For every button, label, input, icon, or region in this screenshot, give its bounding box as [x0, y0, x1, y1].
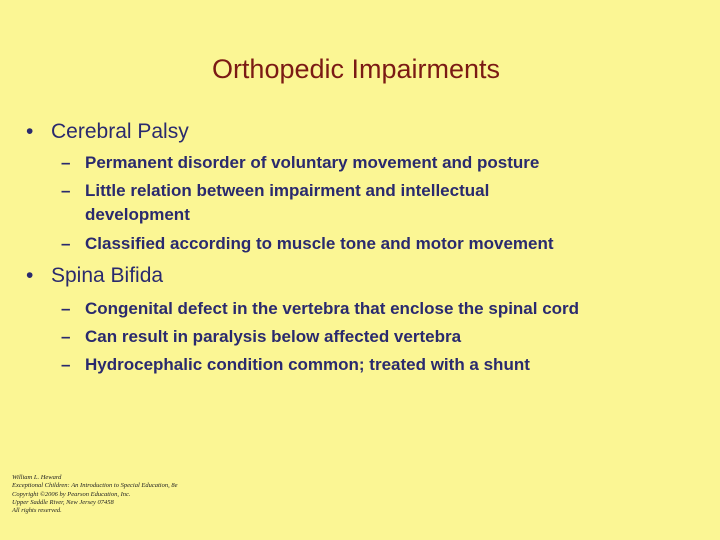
- dash-icon: –: [61, 299, 71, 318]
- dash-icon: –: [61, 153, 71, 172]
- bullet-spina-bifida: [26, 263, 163, 289]
- bullet-cerebral-palsy: [26, 119, 189, 145]
- dash-icon: –: [61, 181, 71, 200]
- bullet-heading: Spina Bifida: [51, 264, 164, 287]
- sub-bullet-text: Hydrocephalic condition common; treated with a shunt: [85, 355, 530, 374]
- slide-title: Orthopedic Impairments: [211, 54, 501, 84]
- sub-bullet: [61, 297, 685, 321]
- bullet-icon: •: [26, 120, 34, 143]
- sub-bullet-text: Little relation between impairment and intellectual development: [85, 181, 490, 224]
- sub-bullet-text: Permanent disorder of voluntary movement and posture: [85, 153, 540, 172]
- footer-line: William L. Heward: [12, 474, 62, 481]
- sub-bullet: [61, 232, 655, 256]
- bullet-icon: •: [26, 264, 34, 287]
- dash-icon: –: [61, 327, 71, 346]
- dash-icon: –: [61, 234, 71, 253]
- sub-bullet: [61, 179, 575, 227]
- dash-icon: –: [61, 355, 71, 374]
- sub-bullet-text: Congenital defect in the vertebra that enclose the spinal cord: [85, 299, 580, 318]
- sub-bullet-text: Can result in paralysis below affected vertebra: [85, 327, 462, 346]
- footer-line: Exceptional Children: An Introduction to Special Education, 8e: [12, 482, 178, 490]
- footer-line: All rights reserved.: [12, 507, 62, 515]
- footer-line: Upper Saddle River, New Jersey 07458: [12, 498, 114, 506]
- sub-bullet: [61, 353, 655, 377]
- sub-bullet: [61, 151, 655, 175]
- sub-bullet-text: Classified according to muscle tone and motor movement: [85, 234, 554, 253]
- sub-bullet: [61, 325, 655, 349]
- copyright-footer: [12, 474, 177, 515]
- bullet-heading: Cerebral Palsy: [51, 120, 189, 143]
- footer-line: Copyright ©2006 by Pearson Education, Inc.: [12, 490, 131, 498]
